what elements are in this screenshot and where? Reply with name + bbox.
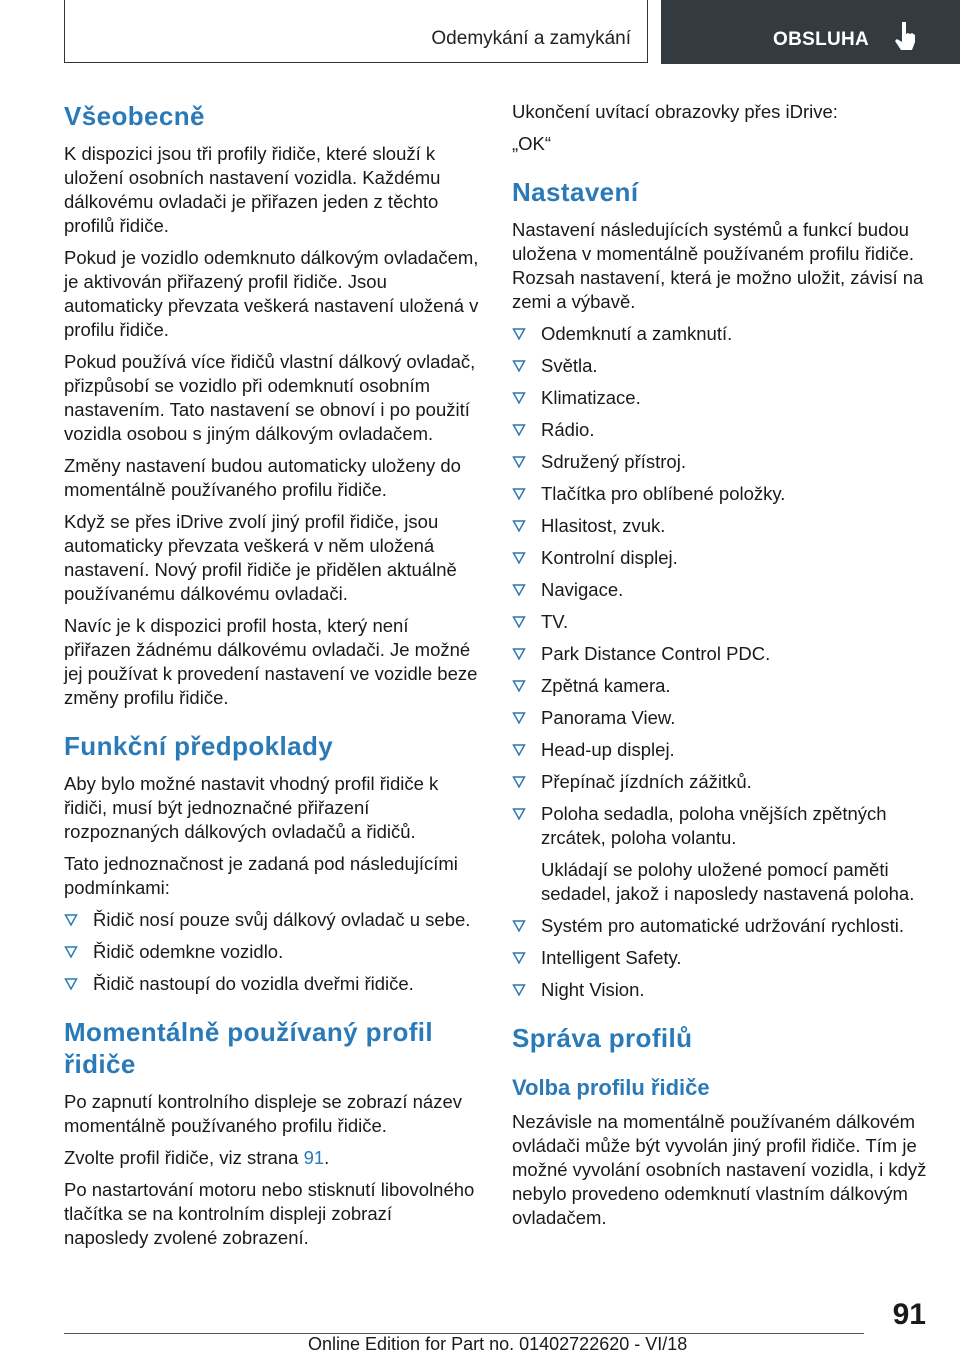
triangle-bullet-icon [512,519,526,533]
list-item [512,674,928,698]
chapter-title: OBSLUHA [773,29,870,50]
triangle-bullet-icon [512,743,526,757]
paragraph: „OK“ [512,133,552,154]
page-reference-link[interactable]: 91 [303,1147,325,1168]
heading-select-profile: Volba profilu řidiče [512,1075,710,1100]
list-item-text: Tlačítka pro oblíbené položky. [541,483,786,504]
list-item [512,578,928,602]
paragraph: Pokud používá více řidičů vlastní dálkový ovladač, přizpůsobí se vozidlo při odemknutí osobním nastavením. Tato nastavení se obnoví i po použití vozidla osobou s jiným dálkovým ovladačem. [64,351,476,444]
list-item [512,738,928,762]
chapter-badge [661,0,960,64]
list-item-text: Sdružený přístroj. [541,451,686,472]
list-item [64,940,480,964]
list-item [512,514,928,538]
triangle-bullet-icon [512,359,526,373]
list-item [64,972,480,996]
paragraph: Nezávisle na momentálně používaném dálkovém ovládači může být vyvolán jiný profil řidiče. Tím je možné vyvolání osobních nastavení vozidla, i když nebylo provedeno odemknutí vlastním dálkovým ovladačem. [512,1111,927,1228]
list-item-text: Panorama View. [541,707,676,728]
list-item [512,386,928,410]
triangle-bullet-icon [512,679,526,693]
triangle-bullet-icon [512,487,526,501]
page-number: 91 [892,1298,926,1331]
list-item-text: Intelligent Safety. [541,947,682,968]
list-item-text: Navigace. [541,579,624,600]
triangle-bullet-icon [512,951,526,965]
settings-list [512,322,928,1002]
heading-general: Všeobecně [64,101,205,131]
paragraph [64,1146,480,1170]
list-item-text: Řidič nosí pouze svůj dálkový ovladač u sebe. [93,909,471,930]
triangle-bullet-icon [512,711,526,725]
paragraph: Aby bylo možné nastavit vhodný profil řidiče k řidiči, musí být jednoznačné přiřazení rozpoznaných dálkových ovladačů a řidičů. [64,773,439,842]
triangle-bullet-icon [512,647,526,661]
triangle-bullet-icon [64,945,78,959]
list-item-text: Systém pro automatické udržování rychlosti. [541,915,904,936]
list-item [512,354,928,378]
paragraph: Ukončení uvítací obrazovky přes iDrive: [512,101,838,122]
list-item [512,322,928,346]
section-tab [64,0,648,63]
list-item [64,908,480,932]
list-item-text: Night Vision. [541,979,645,1000]
list-item-text: Přepínač jízdních zážitků. [541,771,752,792]
list-item [512,914,928,938]
paragraph: Když se přes iDrive zvolí jiný profil řidiče, jsou automaticky převzata veškerá v něm uložená nastavení. Nový profil řidiče je přidělen aktuálně používanému dálkovému ovladači. [64,511,457,604]
paragraph-text: Zvolte profil řidiče, viz strana [64,1147,304,1168]
triangle-bullet-icon [512,327,526,341]
heading-prerequisites: Funkční předpoklady [64,731,334,761]
list-item [512,482,928,506]
hand-pointer-icon [893,20,921,52]
triangle-bullet-icon [512,807,526,821]
list-item-note: Ukládají se polohy uložené pomocí paměti sedadel, jakož i naposledy nastavená poloha. [541,859,915,904]
list-item-text: Řidič nastoupí do vozidla dveřmi řidiče. [93,973,414,994]
list-item-text: Zpětná kamera. [541,675,671,696]
list-item [512,642,928,666]
paragraph-text: . [324,1147,330,1168]
footer-edition: Online Edition for Part no. 01402722620 - VI/18 [308,1334,688,1354]
triangle-bullet-icon [512,391,526,405]
list-item [512,802,928,906]
left-column [64,100,480,1258]
list-item-text: Hlasitost, zvuk. [541,515,666,536]
list-item [512,978,928,1002]
list-item-text: TV. [541,611,569,632]
list-item-text: Řidič odemkne vozidlo. [93,941,284,962]
heading-settings: Nastavení [512,177,639,207]
paragraph: Po zapnutí kontrolního displeje se zobrazí název momentálně používaného profilu řidiče. [64,1091,462,1136]
triangle-bullet-icon [512,455,526,469]
paragraph: K dispozici jsou tři profily řidiče, které slouží k uložení osobních nastavení vozidla. Každému dálkovému ovladači je přiřazen jeden z těchto profilů řidiče. [64,143,441,236]
triangle-bullet-icon [512,423,526,437]
triangle-bullet-icon [512,551,526,565]
list-item-text: Klimatizace. [541,387,641,408]
right-column [512,100,928,1238]
list-item-text: Odemknutí a zamknutí. [541,323,733,344]
paragraph: Nastavení následujících systémů a funkcí budou uložena v momentálně používaném profilu řidiče. Rozsah nastavení, která je možno uložit, závisí na zemi a výbavě. [512,219,924,312]
list-item-text: Světla. [541,355,598,376]
list-item [512,610,928,634]
paragraph: Po nastartování motoru nebo stisknutí libovolného tlačítka se na kontrolním displeji zobrazí naposledy zvolené zobrazení. [64,1179,475,1248]
list-item [512,706,928,730]
list-item [512,770,928,794]
triangle-bullet-icon [512,615,526,629]
list-item [512,418,928,442]
list-item [512,450,928,474]
triangle-bullet-icon [64,977,78,991]
heading-current-profile: Momentálně používaný profil řidiče [64,1017,434,1079]
paragraph: Změny nastavení budou automaticky uloženy do momentálně používaného profilu řidiče. [64,455,461,500]
heading-profile-management: Správa profilů [512,1023,693,1053]
page-header [64,0,960,64]
list-item-text: Rádio. [541,419,595,440]
list-item [512,946,928,970]
triangle-bullet-icon [512,983,526,997]
conditions-list [64,908,480,996]
paragraph: Pokud je vozidlo odemknuto dálkovým ovladačem, je aktivován přiřazený profil řidiče. Jsou automaticky převzata veškerá nastavení uložená v profilu řidiče. [64,247,479,340]
triangle-bullet-icon [64,913,78,927]
list-item-text: Head-up displej. [541,739,675,760]
section-title: Odemykání a zamykání [431,28,631,49]
list-item-text: Park Distance Control PDC. [541,643,771,664]
triangle-bullet-icon [512,775,526,789]
list-item [512,546,928,570]
triangle-bullet-icon [512,919,526,933]
paragraph: Tato jednoznačnost je zadaná pod následujícími podmínkami: [64,853,458,898]
list-item-text: Poloha sedadla, poloha vnějších zpětných zrcátek, poloha volantu. [541,803,887,848]
triangle-bullet-icon [512,583,526,597]
paragraph: Navíc je k dispozici profil hosta, který není přiřazen žádnému dálkovému ovladači. Je možné jej používat k provedení nastavení ve vozidle beze změny profilu řidiče. [64,615,478,708]
list-item-text: Kontrolní displej. [541,547,678,568]
